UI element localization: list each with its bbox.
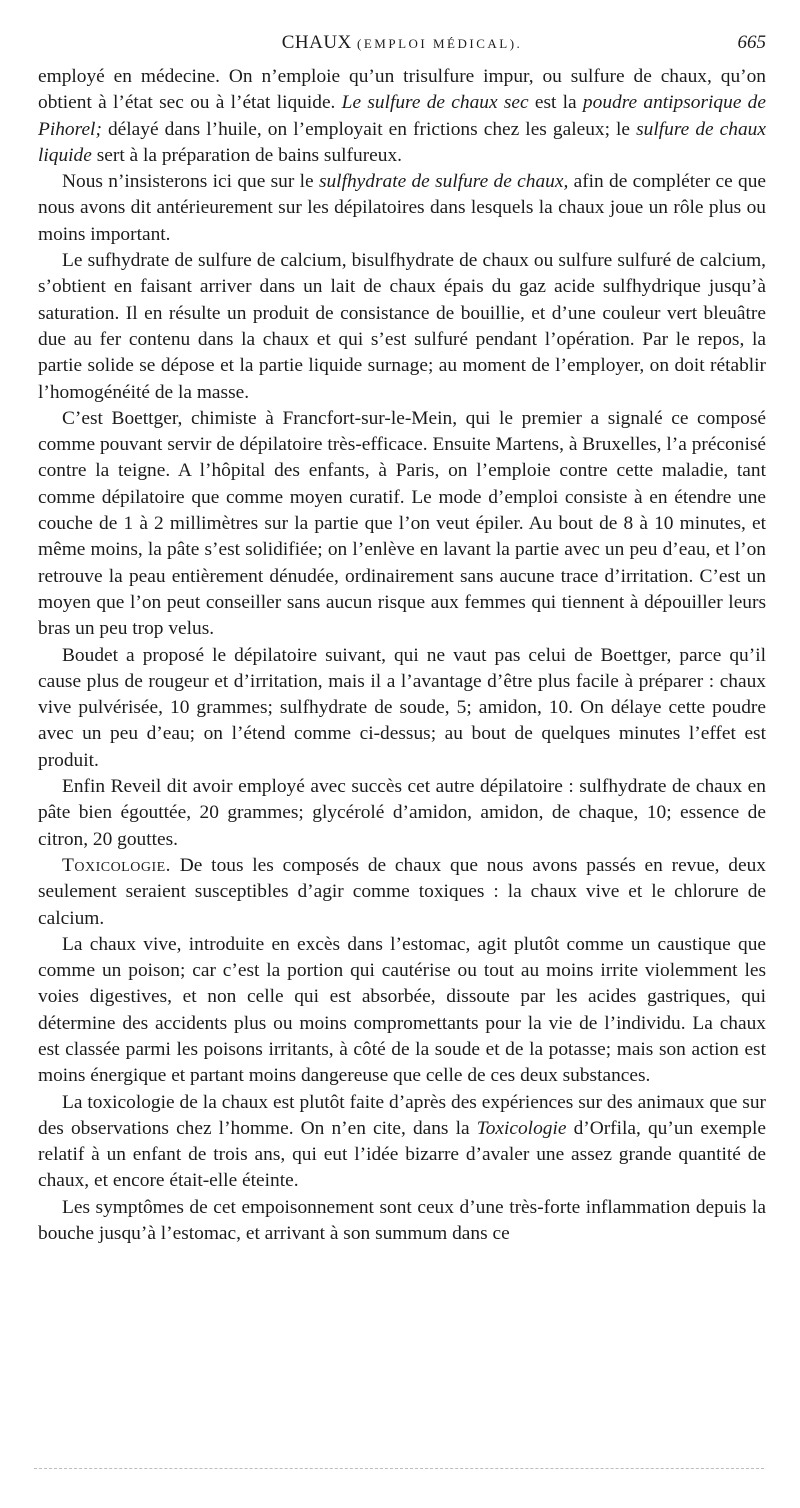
text-run: Enfin Reveil dit avoir employé avec succès cet autre dépilatoire : sulfhydrate de chaux en pâte bien égouttée, 20 grammes; glycérolé d’amidon, amidon, de chaque, 10; essence de citron, 20 gouttes. <box>38 776 766 850</box>
paragraph-p1 <box>38 64 766 169</box>
paragraph-p7 <box>38 853 766 932</box>
italic-term: sulfure de chaux liquide <box>38 118 766 166</box>
text-run: est la <box>528 92 583 114</box>
text-run: La chaux vive, introduite en excès dans l’estomac, agit plutôt comme un caustique que comme un poison; car c’est la portion qui cautérise ou tout au moins irrite violemment les voies digestives, et non celle qui est absorbée, dissoute par les acides gastriques, qui détermine des accidents plus ou moins compromettants pour la vie de l’individu. La chaux est classée parmi les poisons irritants, à côté de la soude et de la potasse; mais son action est moins énergique et partant moins dangereuse que celle de ces deux substances. <box>38 933 766 1087</box>
text-run: Nous n’insisterons ici que sur le <box>62 171 319 193</box>
paragraph-p5 <box>38 643 766 774</box>
paragraph-p9 <box>38 1090 766 1195</box>
text-run: employé en médecine. On n’emploie qu’un trisulfure impur, ou sulfure de chaux, qu’on obtient à l’état sec ou à l’état liquide. <box>38 66 766 114</box>
running-header <box>38 32 766 58</box>
section-heading: Toxicologie. <box>62 854 172 876</box>
footer-dotted-rule <box>34 1468 764 1469</box>
text-run: Boudet a proposé le dépilatoire suivant, qui ne vaut pas celui de Boettger, parce qu’il cause plus de rougeur et d’irritation, mais il a l’avantage d’être plus facile à préparer : chaux vive pulvérisée, 10 grammes; sulfhydrate de soude, 5; amidon, 10. On délaye cette poudre avec un peu d’eau; on l’étend comme ci-dessus; au bout de quelques minutes l’effet est produit. <box>38 644 766 771</box>
italic-term: sulfhydrate de sulfure de chaux, <box>318 171 569 193</box>
running-title <box>38 32 766 54</box>
text-run: délayé dans l’huile, on l’employait en frictions chez les galeux; le <box>101 118 637 140</box>
italic-term: Le sulfure de chaux sec <box>341 92 529 114</box>
paragraph-p4 <box>38 406 766 643</box>
text-run: De tous les composés de chaux que nous avons passés en revue, deux seulement seraient susceptibles d’agir comme toxiques : la chaux vive et le chlorure de calcium. <box>38 854 766 929</box>
italic-term: poudre antipsorique de Pihorel; <box>38 92 766 140</box>
page-number: 665 <box>737 32 766 53</box>
paragraph-p3 <box>38 248 766 406</box>
paragraph-p10 <box>38 1195 766 1248</box>
text-run: sert à la préparation de bains sulfureux. <box>91 144 402 166</box>
text-run: Les symptômes de cet empoisonnement sont ceux d’une très-forte inflammation depuis la bouche jusqu’à l’estomac, et arrivant à son summum dans ce <box>38 1196 766 1245</box>
paragraph-p6 <box>38 774 766 853</box>
running-title-main: CHAUX <box>281 32 352 53</box>
text-run: La toxicologie de la chaux est plutôt faite d’après des expériences sur des animaux que sur des observations chez l’homme. On n’en cite, dans la <box>38 1091 766 1139</box>
text-run: C’est Boettger, chimiste à Francfort-sur-le-Mein, qui le premier a signalé ce composé comme pouvant servir de dépilatoire très-efficace. Ensuite Martens, à Bruxelles, l’a préconisé contre la teigne. A l’hôpital des enfants, à Paris, on l’emploie contre cette maladie, tant comme dépilatoire que comme moyen curatif. Le mode d’emploi consiste à en étendre une couche de 1 à 2 millimètres sur la partie que l’on veut épiler. Au bout de 8 à 10 minutes, et même moins, la pâte s’est solidifiée; on l’enlève en lavant la partie avec un peu d’eau, et l’on retrouve la peau entièrement dénudée, ordinairement sans aucune trace d’irritation. C’est un moyen que l’on peut conseiller sans aucun risque aux femmes qui tiennent à dépouiller leurs bras un peu trop velus. <box>38 407 766 640</box>
paragraph-p2 <box>38 169 766 248</box>
running-title-sub: (EMPLOI MÉDICAL). <box>357 36 523 51</box>
text-run: d’Orfila, qu’un exemple relatif à un enfant de trois ans, qui eut l’idée bizarre d’avaler une assez grande quantité de chaux, et encore était-elle éteinte. <box>38 1117 766 1192</box>
body-text <box>38 64 766 1247</box>
italic-term: Toxicologie <box>476 1117 567 1139</box>
text-run: Le sufhydrate de sulfure de calcium, bisulfhydrate de chaux ou sulfure sulfuré de calcium, s’obtient en faisant arriver dans un lait de chaux épais du gaz acide sulfhydrique jusqu’à saturation. Il en résulte un produit de consistance de bouillie, et d’une couleur vert bleuâtre due au fer contenu dans la chaux et qui s’est sulfuré pendant l’opération. Par le repos, la partie solide se dépose et la partie liquide surnage; au moment de l’employer, on doit rétablir l’homogénéité de la masse. <box>38 250 766 403</box>
text-run: afin de compléter ce que nous avons dit antérieurement sur les dépilatoires dans lesquels la chaux joue un rôle plus ou moins important. <box>38 171 766 245</box>
paragraph-p8 <box>38 932 766 1090</box>
